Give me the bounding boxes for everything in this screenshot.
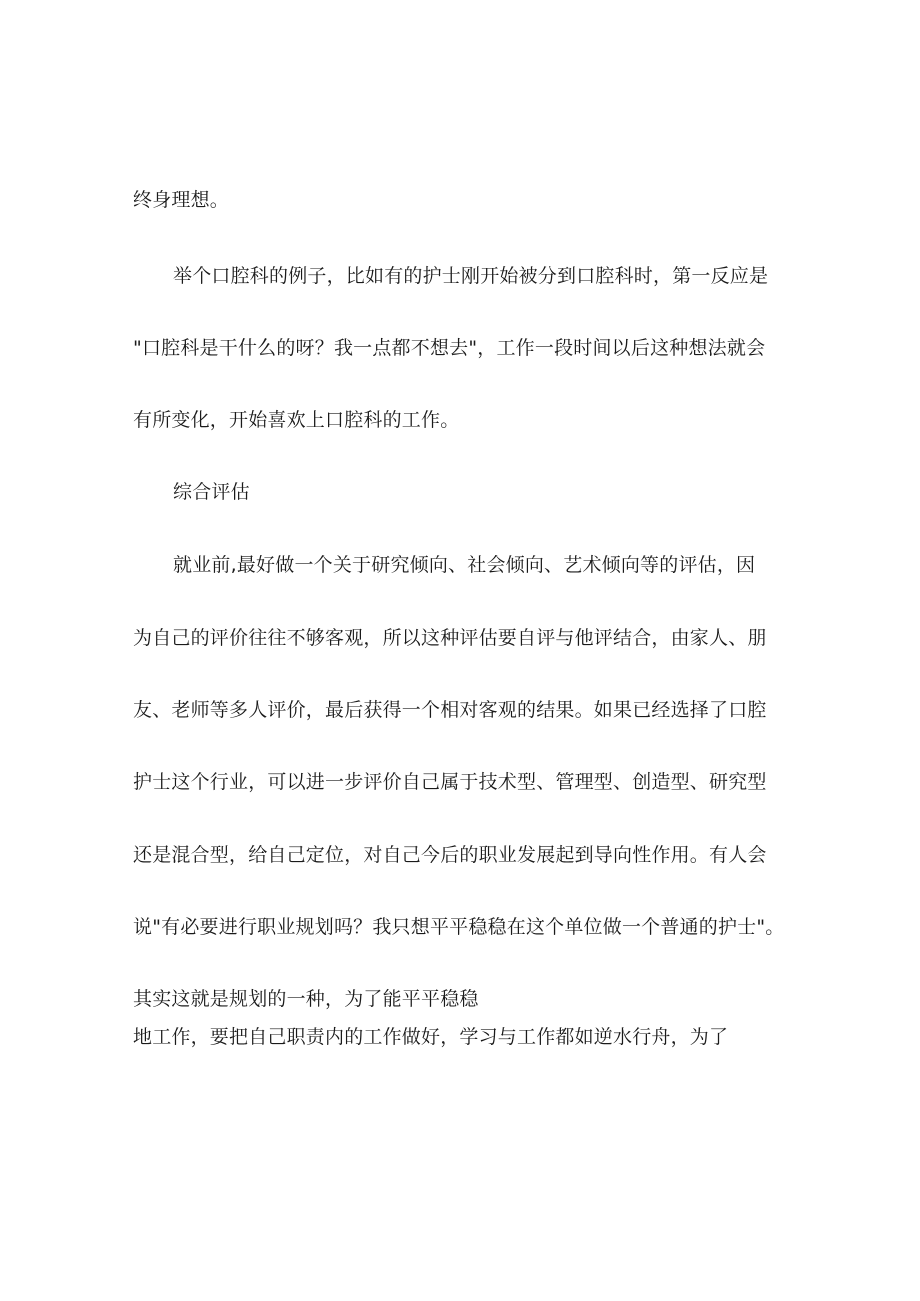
text-line-4: 有所变化，开始喜欢上口腔科的工作。 [133,409,460,431]
text-line-9: 护士这个行业，可以进一步评价自己属于技术型、管理型、创造型、研究型 [133,771,767,793]
text-line-3: "口腔科是干什么的呀？我一点都不想去"，工作一段时间以后这种想法就会 [133,337,766,359]
text-line-12: 其实这就是规划的一种，为了能平平稳稳 [133,988,479,1010]
text-line-2: 举个口腔科的例子，比如有的护士刚开始被分到口腔科时，第一反应是 [173,265,769,287]
text-line-8: 友、老师等多人评价，最后获得一个相对客观的结果。如果已经选择了口腔 [133,699,767,721]
text-line-11: 说"有必要进行职业规划吗？我只想平平稳稳在这个单位做一个普通的护士"。 [133,916,785,938]
section-heading: 综合评估 [173,481,250,503]
text-line-13: 地工作，要把自己职责内的工作做好，学习与工作都如逆水行舟，为了 [133,1026,729,1048]
text-line-10: 还是混合型，给自己定位，对自己今后的职业发展起到导向性作用。有人会 [133,844,767,866]
text-line-7: 为自己的评价往往不够客观，所以这种评估要自评与他评结合，由家人、朋 [133,627,767,649]
text-line-1: 终身理想。 [133,189,230,211]
text-line-6: 就业前,最好做一个关于研究倾向、社会倾向、艺术倾向等的评估，因 [173,554,756,576]
